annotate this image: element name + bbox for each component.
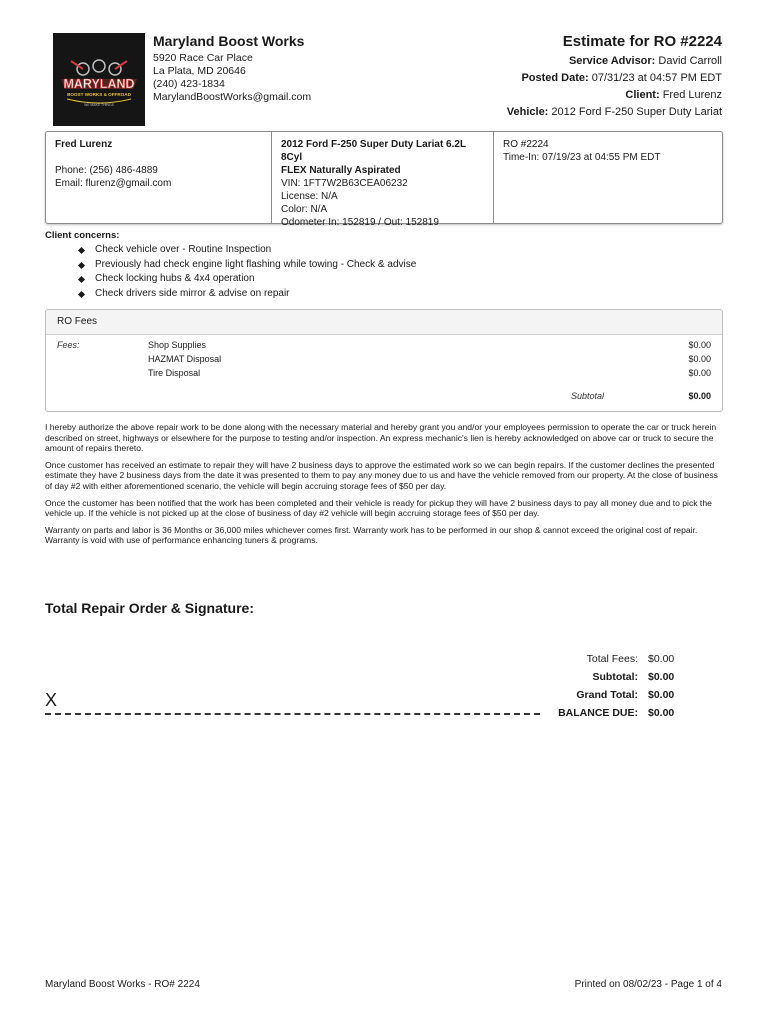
service-advisor-value: David Carroll: [658, 55, 722, 67]
posted-date: [507, 70, 722, 87]
ro-number: RO #2224: [503, 139, 549, 150]
vehicle-color: Color: N/A: [281, 204, 328, 215]
ro-fees-box: [45, 309, 723, 412]
grand-total-row: [462, 687, 722, 705]
concern-text: Previously had check engine light flashing while towing - Check & advise: [95, 258, 417, 270]
client-label: Client:: [625, 89, 660, 101]
vehicle-vin: VIN: 1FT7W2B63CEA06232: [281, 178, 408, 189]
shop-address-line1: 5920 Race Car Place: [153, 52, 253, 64]
posted-date-value: 07/31/23 at 04:57 PM EDT: [591, 72, 722, 84]
vehicle-column: [272, 132, 494, 228]
total-label: Grand Total:: [576, 689, 638, 701]
shop-name: Maryland Boost Works: [153, 33, 305, 49]
customer-name: Fred Lurenz: [55, 139, 113, 150]
total-section-title: Total Repair Order & Signature:: [45, 600, 254, 616]
customer-column: [46, 132, 272, 223]
diamond-bullet-icon: [78, 290, 85, 297]
shop-phone: (240) 423-1834: [153, 78, 225, 90]
list-item: [78, 258, 725, 273]
vehicle-label: Vehicle:: [506, 106, 549, 118]
total-fees-row: [462, 651, 722, 669]
concerns-list: [45, 243, 725, 301]
fees-label: Fees:: [57, 340, 80, 350]
shop-logo-graphic: [53, 33, 145, 126]
concern-text: Check vehicle over - Routine Inspection: [95, 244, 272, 255]
vehicle-description-line1: 2012 Ford F-250 Super Duty Lariat 6.2L 8Cyl: [281, 139, 466, 163]
total-value: $0.00: [648, 689, 675, 701]
ro-fees-header: RO Fees: [46, 310, 722, 335]
total-label: Subtotal:: [592, 671, 638, 683]
fee-amount: $0.00: [688, 368, 711, 378]
fees-subtotal-label: Subtotal: [570, 391, 604, 401]
list-item: [78, 243, 725, 258]
logo-title: MARYLAND: [63, 77, 135, 91]
ro-time-in: Time-In: 07/19/23 at 04:55 PM EDT: [503, 152, 661, 163]
total-value: $0.00: [648, 653, 675, 665]
total-label: BALANCE DUE:: [558, 707, 638, 719]
client-concerns: [45, 230, 725, 301]
concern-text: Check drivers side mirror & advise on repair: [95, 287, 290, 299]
shop-details: [153, 33, 311, 104]
vehicle-license: License: N/A: [281, 191, 338, 202]
estimate-title: Estimate for RO #2224: [562, 33, 722, 50]
terms-estimate: Once customer has received an estimate to repair they will have 2 business days to approve the estimated work so we can begin repairs. If the customer declines the presented estimate they have 2 business days from the date it was presented to them to pay any money due to us and have the vehicle removed from our property. At the close of business of day #2 with either aforementioned scenario, the vehicle will begin accruing storage fees of $50 per day.: [45, 459, 718, 491]
fee-name: Tire Disposal: [148, 368, 201, 378]
terms-section: [45, 422, 723, 552]
fee-amount: $0.00: [688, 354, 711, 364]
ro-fees-body: [46, 335, 722, 411]
logo-tagline: WE MAKE THINGS: [84, 103, 114, 107]
signature-mark: X: [45, 690, 58, 710]
terms-pickup: Once the customer has been notified that the work has been completed and their vehicle is ready for pickup they will have 2 business days to pay all money due and to pick the vehicle up. If the vehicle is not picked up at the close of business of day #2 vehicle will begin accruing storage fees of $50 per day.: [45, 497, 712, 519]
vehicle-value: 2012 Ford F-250 Super Duty Lariat: [551, 106, 722, 118]
shop-email: MarylandBoostWorks@gmail.com: [153, 91, 312, 103]
terms-authorization: I hereby authorize the above repair work to be done along with the necessary material and hereby grant you and/or your employees permission to operate the car or truck herein described on street, highways or elsewhere for the purpose to testing and/or inspection. An express mechanic's lien is hereby acknowledged on above car or truck to secure the amount of repairs thereto.: [45, 422, 717, 454]
totals-table: [462, 651, 722, 723]
table-row: [148, 340, 711, 354]
table-row: [148, 368, 711, 382]
service-advisor-label: Service Advisor:: [568, 55, 656, 67]
balance-due-row: [462, 705, 722, 723]
diamond-bullet-icon: [78, 276, 85, 283]
concerns-label: Client concerns:: [45, 230, 120, 241]
info-box: [45, 131, 723, 228]
concern-text: Check locking hubs & 4x4 operation: [95, 273, 255, 284]
list-item: [78, 272, 725, 287]
shop-logo: [53, 33, 145, 126]
list-item: [78, 287, 725, 302]
table-row: [148, 354, 711, 368]
fee-name: Shop Supplies: [148, 340, 207, 350]
vehicle-odometer: Odometer In: 152819 / Out: 152819: [281, 217, 439, 228]
fee-name: HAZMAT Disposal: [148, 354, 222, 364]
shop-address-line2: La Plata, MD 20646: [153, 65, 246, 77]
total-label: Total Fees:: [586, 653, 638, 665]
total-value: $0.00: [648, 671, 675, 683]
ro-column: [494, 132, 722, 223]
vehicle: [507, 104, 722, 121]
client-value: Fred Lurenz: [662, 89, 722, 101]
client: [507, 87, 722, 104]
footer-right: Printed on 08/02/23 - Page 1 of 4: [574, 979, 722, 990]
vehicle-description-line2: FLEX Naturally Aspirated: [281, 165, 401, 176]
fee-amount: $0.00: [688, 340, 711, 350]
estimate-header: [507, 33, 722, 121]
total-value: $0.00: [648, 707, 675, 719]
diamond-bullet-icon: [78, 247, 85, 254]
terms-warranty: Warranty on parts and labor is 36 Months or 36,000 miles whichever comes first. Warranty work has to be performed in our shop & cannot exceed the original cost of repair. Warranty is void with use of performance enhancing tuners & programs.: [45, 524, 698, 546]
logo-subtitle: BOOST WORKS & OFFROAD: [67, 92, 131, 97]
diamond-bullet-icon: [78, 261, 85, 268]
fees-subtotal-value: $0.00: [688, 391, 711, 401]
subtotal-row: [462, 669, 722, 687]
posted-date-label: Posted Date:: [521, 72, 589, 84]
footer-left: Maryland Boost Works - RO# 2224: [45, 979, 200, 990]
customer-email: Email: flurenz@gmail.com: [55, 178, 172, 189]
service-advisor: [507, 53, 722, 70]
customer-phone: Phone: (256) 486-4889: [55, 165, 158, 176]
